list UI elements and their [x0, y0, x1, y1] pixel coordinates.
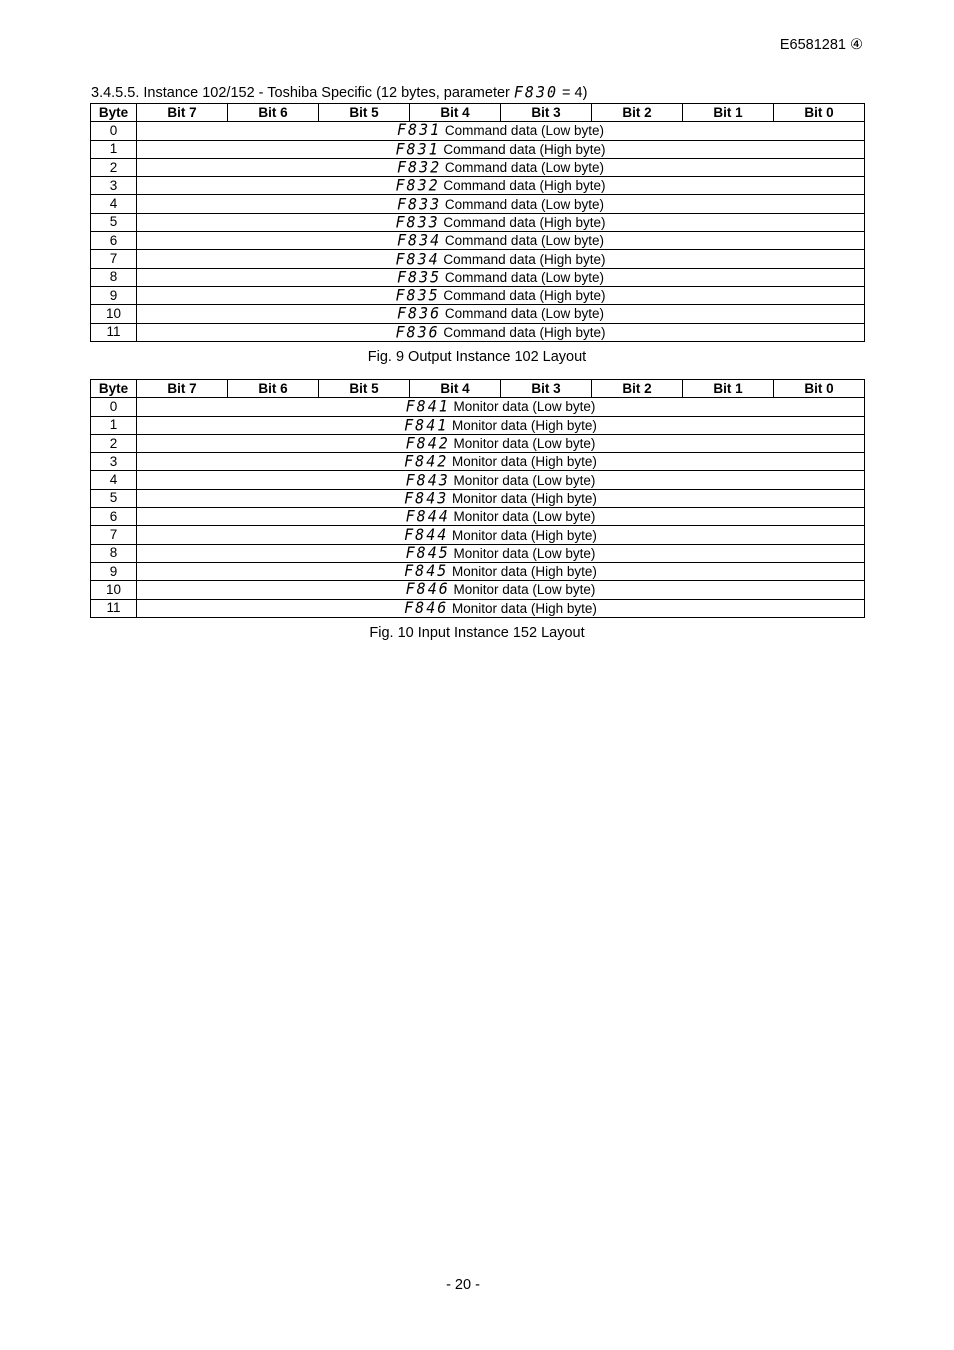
page-number: - 20 - [446, 1277, 480, 1293]
table-row [91, 599, 865, 617]
data-description: Monitor data (Low byte) [453, 545, 596, 561]
table-row [91, 122, 865, 140]
column-header-bit3: Bit 3 [501, 380, 592, 398]
byte-index-cell: 7 [91, 526, 137, 544]
column-header-bit7: Bit 7 [137, 104, 228, 122]
byte-index-cell: 4 [91, 471, 137, 489]
byte-index-cell: 5 [91, 489, 137, 507]
parameter-code: F835 [395, 286, 440, 305]
byte-index-cell: 4 [91, 195, 137, 213]
section-heading [91, 83, 587, 101]
column-header-bit4: Bit 4 [410, 380, 501, 398]
heading-parameter: F830 [513, 82, 559, 102]
table-row [91, 213, 865, 231]
parameter-code: F841 [405, 397, 450, 416]
parameter-code: F831 [395, 140, 440, 159]
data-description: Command data (Low byte) [444, 123, 604, 139]
data-description: Command data (Low byte) [444, 269, 604, 285]
table-row [91, 305, 865, 323]
data-description: Command data (High byte) [443, 141, 606, 157]
parameter-code: F834 [395, 249, 440, 268]
table-row [91, 544, 865, 562]
heading-suffix: = 4) [558, 85, 588, 101]
parameter-code: F842 [405, 434, 450, 453]
parameter-code: F845 [405, 544, 450, 563]
byte-index-cell: 2 [91, 434, 137, 452]
data-description: Command data (Low byte) [444, 160, 604, 176]
byte-index-cell: 0 [91, 398, 137, 416]
table-row [91, 453, 865, 471]
data-description: Monitor data (High byte) [452, 417, 597, 433]
byte-description-cell [137, 232, 865, 250]
column-header-bit4: Bit 4 [410, 104, 501, 122]
byte-index-cell: 6 [91, 232, 137, 250]
parameter-code: F846 [405, 580, 450, 599]
byte-description-cell [137, 489, 865, 507]
column-header-bit6: Bit 6 [228, 104, 319, 122]
heading-prefix: 3.4.5.5. Instance 102/152 - Toshiba Specific (12 bytes, parameter [91, 85, 514, 101]
byte-description-cell [137, 177, 865, 195]
column-header-bit1: Bit 1 [683, 104, 774, 122]
data-description: Monitor data (High byte) [452, 527, 597, 543]
parameter-code: F836 [395, 323, 440, 342]
parameter-code: F835 [397, 268, 442, 287]
table-row [91, 177, 865, 195]
byte-index-cell: 11 [91, 323, 137, 341]
table-row [91, 286, 865, 304]
parameter-code: F846 [404, 599, 449, 618]
byte-description-cell [137, 140, 865, 158]
column-header-bit5: Bit 5 [319, 104, 410, 122]
table-header-row [91, 380, 865, 398]
table-row [91, 232, 865, 250]
data-description: Monitor data (High byte) [452, 454, 597, 470]
byte-index-cell: 6 [91, 508, 137, 526]
byte-description-cell [137, 323, 865, 341]
byte-index-cell: 3 [91, 177, 137, 195]
byte-index-cell: 8 [91, 268, 137, 286]
byte-index-cell: 5 [91, 213, 137, 231]
document-id: E6581281 ④ [779, 37, 863, 53]
byte-description-cell [137, 122, 865, 140]
byte-description-cell [137, 544, 865, 562]
column-header-bit3: Bit 3 [501, 104, 592, 122]
byte-description-cell [137, 508, 865, 526]
byte-description-cell [137, 250, 865, 268]
byte-description-cell [137, 398, 865, 416]
parameter-code: F833 [397, 194, 442, 214]
byte-description-cell [137, 286, 865, 304]
byte-index-cell: 1 [91, 140, 137, 158]
byte-description-cell [137, 562, 865, 580]
byte-description-cell [137, 599, 865, 617]
table-row [91, 398, 865, 416]
parameter-code: F842 [404, 452, 449, 471]
input-instance-table [90, 379, 865, 618]
table-row [91, 508, 865, 526]
data-description: Command data (Low byte) [444, 306, 604, 322]
byte-description-cell [137, 416, 865, 434]
data-description: Monitor data (Low byte) [453, 509, 596, 525]
byte-index-cell: 7 [91, 250, 137, 268]
byte-description-cell [137, 158, 865, 176]
parameter-code: F844 [405, 507, 450, 526]
byte-description-cell [137, 526, 865, 544]
data-description: Command data (High byte) [443, 324, 606, 340]
byte-index-cell: 11 [91, 599, 137, 617]
parameter-code: F834 [397, 231, 442, 250]
parameter-code: F843 [404, 489, 449, 508]
parameter-code: F845 [404, 562, 449, 581]
table-row [91, 250, 865, 268]
input-table-caption: Fig. 10 Input Instance 152 Layout [369, 625, 585, 641]
data-description: Monitor data (High byte) [452, 600, 597, 616]
parameter-code: F843 [405, 470, 450, 490]
table-row [91, 323, 865, 341]
byte-description-cell [137, 581, 865, 599]
output-table-caption: Fig. 9 Output Instance 102 Layout [367, 349, 587, 365]
table-row [91, 195, 865, 213]
parameter-code: F832 [395, 176, 440, 195]
byte-index-cell: 3 [91, 453, 137, 471]
column-header-bit0: Bit 0 [774, 104, 865, 122]
byte-index-cell: 2 [91, 158, 137, 176]
data-description: Monitor data (Low byte) [453, 582, 596, 598]
table-row [91, 562, 865, 580]
table-row [91, 434, 865, 452]
parameter-code: F833 [395, 213, 440, 232]
parameter-code: F836 [397, 304, 442, 323]
byte-description-cell [137, 453, 865, 471]
byte-index-cell: 10 [91, 581, 137, 599]
column-header-bit7: Bit 7 [137, 380, 228, 398]
column-header-bit5: Bit 5 [319, 380, 410, 398]
table-row [91, 471, 865, 489]
byte-description-cell [137, 471, 865, 489]
column-header-bit2: Bit 2 [592, 380, 683, 398]
table-row [91, 489, 865, 507]
data-description: Command data (High byte) [443, 214, 606, 230]
parameter-code: F832 [397, 158, 442, 177]
byte-index-cell: 10 [91, 305, 137, 323]
output-instance-table [90, 103, 865, 342]
byte-index-cell: 0 [91, 122, 137, 140]
column-header-bit6: Bit 6 [228, 380, 319, 398]
data-description: Monitor data (High byte) [452, 564, 597, 580]
byte-description-cell [137, 195, 865, 213]
data-description: Monitor data (Low byte) [453, 436, 596, 452]
column-header-bit1: Bit 1 [683, 380, 774, 398]
parameter-code: F831 [397, 121, 442, 140]
column-header-byte: Byte [91, 104, 137, 122]
byte-description-cell [137, 213, 865, 231]
data-description: Monitor data (Low byte) [453, 472, 596, 488]
data-description: Monitor data (Low byte) [453, 399, 596, 415]
column-header-bit2: Bit 2 [592, 104, 683, 122]
data-description: Command data (High byte) [443, 288, 606, 304]
byte-description-cell [137, 305, 865, 323]
table-row [91, 581, 865, 599]
byte-description-cell [137, 268, 865, 286]
table-row [91, 268, 865, 286]
table-row [91, 158, 865, 176]
data-description: Command data (High byte) [443, 251, 606, 267]
byte-index-cell: 1 [91, 416, 137, 434]
data-description: Command data (Low byte) [444, 196, 604, 212]
table-row [91, 140, 865, 158]
parameter-code: F844 [404, 525, 449, 544]
data-description: Monitor data (High byte) [452, 490, 597, 506]
table-row [91, 526, 865, 544]
byte-index-cell: 8 [91, 544, 137, 562]
data-description: Command data (Low byte) [444, 233, 604, 249]
data-description: Command data (High byte) [443, 178, 606, 194]
byte-description-cell [137, 434, 865, 452]
column-header-byte: Byte [91, 380, 137, 398]
column-header-bit0: Bit 0 [774, 380, 865, 398]
table-header-row [91, 104, 865, 122]
byte-index-cell: 9 [91, 562, 137, 580]
table-row [91, 416, 865, 434]
byte-index-cell: 9 [91, 286, 137, 304]
parameter-code: F841 [404, 416, 449, 435]
